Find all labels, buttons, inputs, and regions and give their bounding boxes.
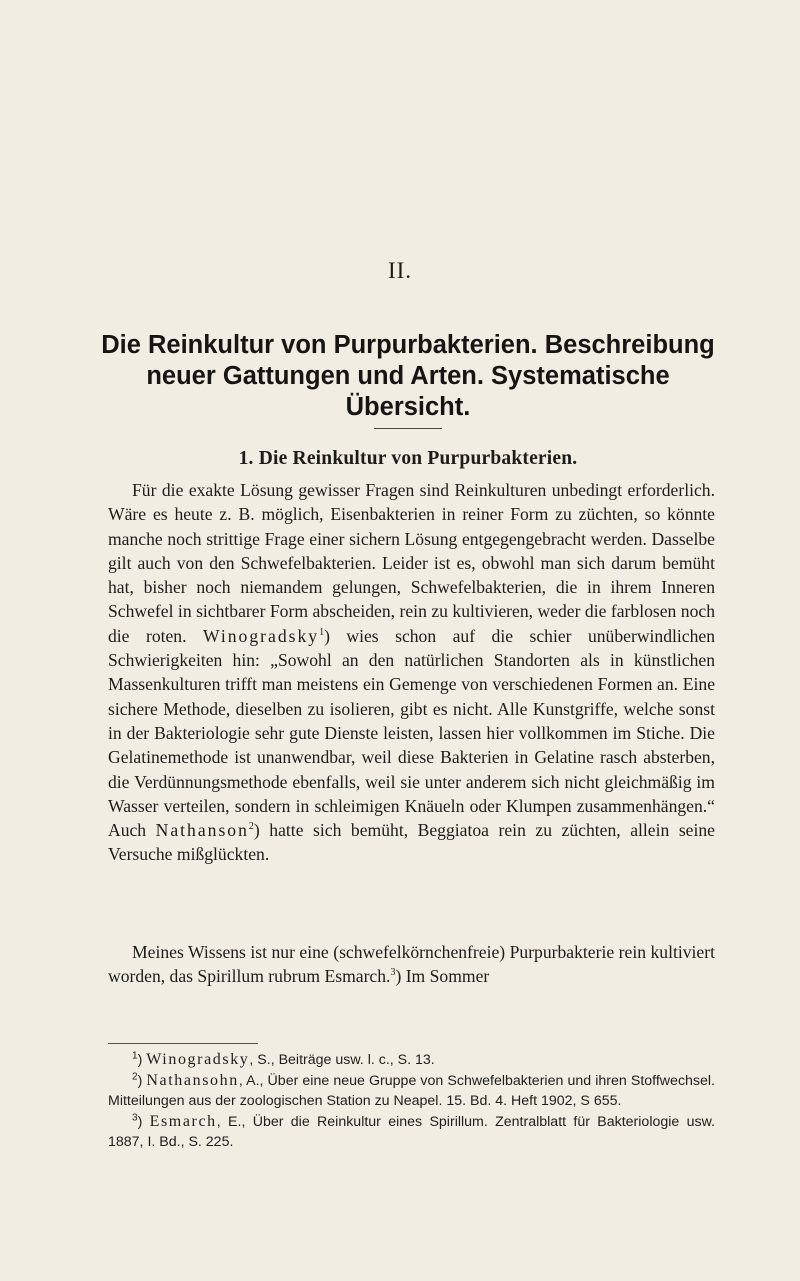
footnote-text: , A., Über eine neue Gruppe von Schwefelbakterien und ihren Stoffwechsel. Mitteilungen aus der zoologischen Station zu Neapel. 15. Bd. 4. Heft 1902, S 655. <box>108 1073 716 1109</box>
footnote-ref-3: 3 <box>390 967 396 979</box>
footnote-divider <box>108 1043 258 1044</box>
chapter-number: II. <box>387 258 413 283</box>
footnote-author: Winogradsky <box>146 1051 250 1068</box>
footnote-marker: 1 <box>132 1050 138 1062</box>
footnote-author: Nathansohn <box>146 1072 239 1089</box>
paragraph-2-part-b: ) Im Sommer <box>395 966 490 987</box>
footnote-ref-1: 1 <box>319 626 325 638</box>
chapter-title-line-1: Die Reinkultur von Purpurbakterien. Beschreibung <box>101 331 715 359</box>
footnotes <box>108 1050 715 1153</box>
paragraph-1-part-a: Für die exakte Lösung gewisser Fragen sind Reinkulturen unbedingt erforderlich. Wäre es heute z. B. möglich, Eisenbakterien in reiner Form zu züchten, so könnte manche noch strittige Frage einer sichern Lösung entgegengebracht werden. Dasselbe gilt auch von den Schwefelbakterien. Leider ist es, obwohl man sich darum bemüht hat, bisher noch niemandem gelungen, Schwefelbakterien, die in ihrem Inneren Schwefel in sichtbarer Form abscheiden, rein zu kultivieren, weder die farblosen noch die roten. <box>108 480 715 646</box>
section-heading: 1. Die Reinkultur von Purpurbakterien. <box>238 448 578 469</box>
paragraph-1 <box>108 478 715 867</box>
footnote-2: $^2$) Nathansohn, A., Über eine neue Gruppe von Schwefelbakterien und ihren Stoffwechsel. Mitteilungen aus der zoologischen Station zu Neapel. 15. Bd. 4. Heft 1902, S 655. <box>108 1071 716 1109</box>
footnote-text: , S., Beiträge usw. l. c., S. 13. <box>249 1052 435 1068</box>
paragraph-1-part-b: ) wies schon auf die schier unüberwindlichen Schwierigkeiten hin: „Sowohl an den natürlichen Standorten als in künstlichen Massenkulturen trifft man meistens ein Gemenge von verschiedenen Formen an. Eine sichere Methode, dieselben zu isolieren, gibt es nicht. Alle Kunstgriffe, welche sonst in der Bakteriologie sehr gute Dienste leisten, lassen hier vollkommen im Stiche. Die Gelatinemethode ist unanwendbar, weil diese Bakterien in Gelatine rasch absterben, die Verdünnungsmethode ebenfalls, weil sie unter anderem sich nicht gleichmäßig im Wasser verteilen, sondern in schleimigen Knäueln oder Klumpen zusammenhängen.“ Auch <box>108 625 715 841</box>
footnote-ref-2: 2 <box>248 821 254 833</box>
title-divider <box>374 428 442 429</box>
footnote-text: , E., Über die Reinkultur eines Spirillum. Zentralblatt für Bakteriologie usw. 1887, I. Bd., S. 225. <box>108 1114 715 1150</box>
paragraph-1-part-c: ) hatte sich bemüht, Beggiatoa rein zu züchten, allein seine Versuche mißglückten. <box>108 820 715 865</box>
author-name-winogradsky: Winogradsky <box>202 625 320 646</box>
footnote-author: Esmarch <box>149 1113 217 1130</box>
footnote-marker: 2 <box>132 1071 138 1083</box>
paragraph-2-part-a: Meines Wissens ist nur eine (schwefelkörnchenfreie) Purpurbakterie rein kultiviert worden, das Spirillum rubrum Esmarch. <box>108 942 715 987</box>
author-name-nathanson: Nathanson <box>155 820 249 841</box>
chapter-title <box>98 330 718 423</box>
footnote-3: $^3$) Esmarch, E., Über die Reinkultur eines Spirillum. Zentralblatt für Bakteriologie usw. 1887, I. Bd., S. 225. <box>108 1112 715 1150</box>
footnote-1: $^1$) Winogradsky, S., Beiträge usw. l. c., S. 13. <box>132 1050 435 1068</box>
paragraph-2 <box>108 940 715 989</box>
chapter-title-line-2: neuer Gattungen und Arten. Systematische Übersicht. <box>146 362 670 421</box>
footnote-marker: 3 <box>132 1112 138 1124</box>
